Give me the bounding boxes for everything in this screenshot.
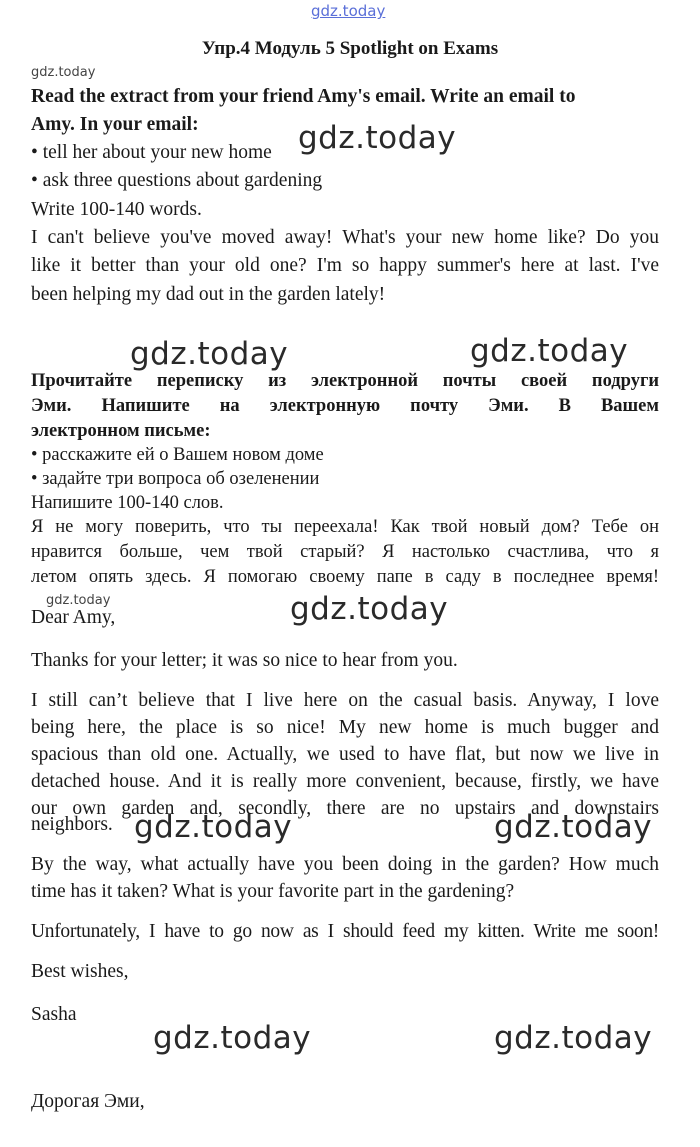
watermark-small: gdz.today bbox=[31, 65, 96, 80]
email-extract-line-ru: летом опять здесь. Я помогаю своему папе в саду в последнее время! bbox=[31, 567, 659, 587]
letter-paragraph-line: I still can’t believe that I live here on the casual basis. Anyway, I love bbox=[31, 690, 659, 711]
email-extract-line: I can't believe you've moved away! What's your new home like? Do you bbox=[31, 227, 659, 248]
page-title: Упр.4 Модуль 5 Spotlight on Exams bbox=[201, 38, 499, 59]
task-instruction-ru: Эми. Напишите на электронную почту Эми. В Вашем bbox=[31, 396, 659, 416]
word-count-ru: Напишите 100-140 слов. bbox=[31, 493, 224, 513]
watermark-large: gdz.today bbox=[494, 809, 653, 845]
letter-paragraph-line: being here, the place is so nice! My new home is much bugger and bbox=[31, 717, 659, 738]
task-bullet-ru: • расскажите ей о Вашем новом доме bbox=[31, 445, 324, 465]
task-bullet: • ask three questions about gardening bbox=[31, 170, 323, 191]
letter-paragraph: Unfortunately, I have to go now as I should feed my kitten. Write me soon! bbox=[31, 921, 659, 942]
watermark-large: gdz.today bbox=[134, 809, 293, 845]
email-extract-line-ru: нравится больше, чем твой старый? Я настолько счастлива, что я bbox=[31, 542, 659, 562]
task-instruction: Amy. In your email: bbox=[31, 114, 199, 135]
word-count: Write 100-140 words. bbox=[31, 199, 202, 220]
letter-closing: Best wishes, bbox=[31, 961, 129, 982]
email-extract-line: like it better than your old one? I'm so happy summer's here at last. I've bbox=[31, 255, 659, 276]
email-extract-line: been helping my dad out in the garden lately! bbox=[31, 284, 386, 305]
email-extract-line-ru: Я не могу поверить, что ты переехала! Как твой новый дом? Тебе он bbox=[31, 517, 659, 537]
watermark-large: gdz.today bbox=[494, 1020, 653, 1056]
letter-paragraph-line: detached house. And it is really more convenient, because, firstly, we have bbox=[31, 771, 659, 792]
letter-paragraph-line: By the way, what actually have you been doing in the garden? How much bbox=[31, 854, 659, 875]
watermark-large: gdz.today bbox=[298, 120, 457, 156]
task-instruction-ru: Прочитайте переписку из электронной почты своей подруги bbox=[31, 371, 659, 391]
letter-greeting: Dear Amy, bbox=[31, 607, 116, 628]
task-bullet: • tell her about your new home bbox=[31, 142, 272, 163]
letter-greeting-ru: Дорогая Эми, bbox=[31, 1091, 145, 1112]
watermark-large: gdz.today bbox=[290, 591, 449, 627]
watermark-top-link[interactable]: gdz.today bbox=[311, 2, 386, 20]
letter-signature: Sasha bbox=[31, 1004, 77, 1025]
task-bullet-ru: • задайте три вопроса об озеленении bbox=[31, 469, 320, 489]
watermark-large: gdz.today bbox=[153, 1020, 312, 1056]
letter-paragraph-line: spacious than old one. Actually, we used to have flat, but now we live in bbox=[31, 744, 659, 765]
task-instruction: Read the extract from your friend Amy's email. Write an email to bbox=[31, 86, 576, 107]
watermark-large: gdz.today bbox=[130, 336, 289, 372]
watermark-small: gdz.today bbox=[46, 593, 111, 608]
letter-paragraph-line: neighbors. bbox=[31, 814, 113, 835]
watermark-large: gdz.today bbox=[470, 333, 629, 369]
letter-paragraph-line: our own garden and, secondly, there are no upstairs and downstairs bbox=[31, 798, 659, 819]
task-instruction-ru: электронном письме: bbox=[31, 421, 211, 441]
letter-paragraph-line: time has it taken? What is your favorite part in the gardening? bbox=[31, 881, 515, 902]
letter-paragraph: Thanks for your letter; it was so nice to hear from you. bbox=[31, 650, 458, 671]
